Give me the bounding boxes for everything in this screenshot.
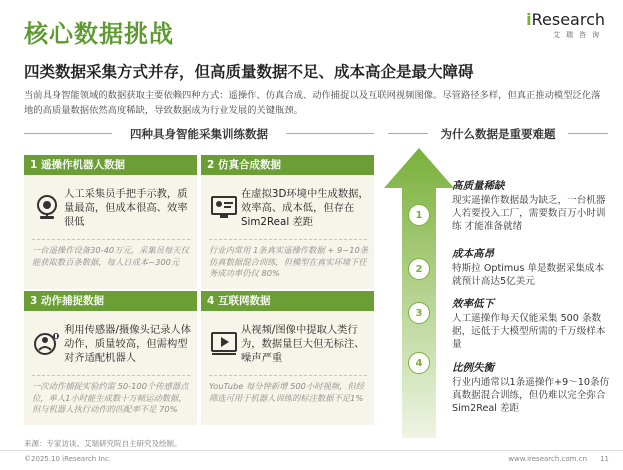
card-divider xyxy=(209,239,367,240)
card-description: 在虚拟3D环境中生成数据，效率高、成本低，但存在 Sim2Real 差距 xyxy=(241,188,369,228)
upward-arrow xyxy=(384,148,454,438)
card-description: 从视频/图像中提取人类行为，数据量巨大但无标注、噪声严重 xyxy=(241,324,365,364)
data-card-simulation xyxy=(201,155,374,289)
card-divider xyxy=(32,375,190,376)
reason-body: 人工遥操作每天仅能采集 500 条数据，远低于大模型所需的千万级样本量 xyxy=(452,313,606,350)
intro-paragraph: 当前具身智能领域的数据获取主要依赖四种方式：遥操作、仿真合成、动作捕捉以及互联网视频图像。尽管路径多样，但真正推动模型泛化落地的高质量数据依然高度稀缺，导致数据成为行业发展的关键瓶颈。 xyxy=(24,90,601,116)
reason-item xyxy=(452,360,612,415)
reason-body: 现实遥操作数据最为缺乏，一台机器人若要投入工厂，需要数百万小时训练 才能准备就绪 xyxy=(452,195,606,232)
reason-title: 效率低下 xyxy=(452,298,494,310)
webcam-icon xyxy=(32,193,62,223)
logo-i: i xyxy=(526,10,532,29)
logo-subtitle: 艾瑞咨询 xyxy=(553,31,605,39)
step-number: 4 xyxy=(408,352,430,374)
source-note: 来源：专家访谈、艾瑞研究院自主研究及绘制。 xyxy=(24,439,182,448)
motion-capture-icon xyxy=(32,329,62,359)
data-card-motion-capture xyxy=(24,291,197,425)
right-section-heading: 为什么数据是重要难题 xyxy=(440,127,556,141)
copyright: ©2025.10 iResearch Inc. xyxy=(24,455,112,463)
iresearch-logo xyxy=(515,10,605,40)
website-link[interactable]: www.iresearch.com.cn xyxy=(508,455,587,463)
card-header: 3 动作捕捉数据 xyxy=(24,291,197,311)
arrow-graphic xyxy=(384,148,454,438)
card-divider xyxy=(32,239,190,240)
card-note: 一台遥操作设备30-40万元，采集员每天仅能获取数百条数据，每人日成本~300元 xyxy=(32,245,189,267)
card-note: 一次动作捕捉实验约需 50-100个传感器点位，单人1小时能生成数十万帧运动数据，但与机器人执行动作的匹配率不足 70% xyxy=(32,381,189,414)
step-number: 3 xyxy=(408,302,430,324)
reason-title: 成本高昂 xyxy=(452,248,494,260)
reason-title: 比例失衡 xyxy=(452,362,494,374)
video-player-icon xyxy=(209,329,239,359)
reason-body: 行业内通常以1条遥操作+9～10条仿真数据混合训练，但仍难以完全弥合Sim2Real 差距 xyxy=(452,377,610,414)
card-divider xyxy=(209,375,367,376)
logo-research: Research xyxy=(531,10,605,29)
card-header: 1 遥操作机器人数据 xyxy=(24,155,197,175)
reason-item xyxy=(452,178,612,233)
card-header: 2 仿真合成数据 xyxy=(201,155,374,175)
card-description: 利用传感器/摄像头记录人体动作，质量较高，但需构型对齐适配机器人 xyxy=(64,324,192,364)
data-card-internet xyxy=(201,291,374,425)
card-note: YouTube 每分钟新增 500小时视频，但经筛选可用于机器人训练的标注数据不足1% xyxy=(209,381,365,403)
simulation-screen-icon xyxy=(209,193,239,223)
page-subtitle: 四类数据采集方式并存，但高质量数据不足、成本高企是最大障碍 xyxy=(24,63,474,81)
card-note: 行业内常用 1条真实遥操作数据 + 9~10条仿真数据混合训练，但模型在真实环境下任务成功率仍仅 80% xyxy=(209,245,369,278)
logo-wordmark xyxy=(515,10,605,29)
page-title: 核心数据挑战 xyxy=(24,20,174,48)
card-description: 人工采集员手把手示教，质量最高，但成本很高、效率很低 xyxy=(64,188,188,228)
left-section-heading: 四种具身智能采集训练数据 xyxy=(130,127,268,141)
page-number: 11 xyxy=(600,455,609,463)
reason-item xyxy=(452,246,612,289)
footer-divider xyxy=(0,450,623,451)
reason-body: 特斯拉 Optimus 单是数据采集成本就预计高达5亿美元 xyxy=(452,263,605,287)
card-header: 4 互联网数据 xyxy=(201,291,374,311)
step-number: 1 xyxy=(408,204,430,226)
step-number: 2 xyxy=(408,258,430,280)
reason-item xyxy=(452,296,612,351)
reason-title: 高质量稀缺 xyxy=(452,180,505,192)
data-card-teleoperation xyxy=(24,155,197,289)
